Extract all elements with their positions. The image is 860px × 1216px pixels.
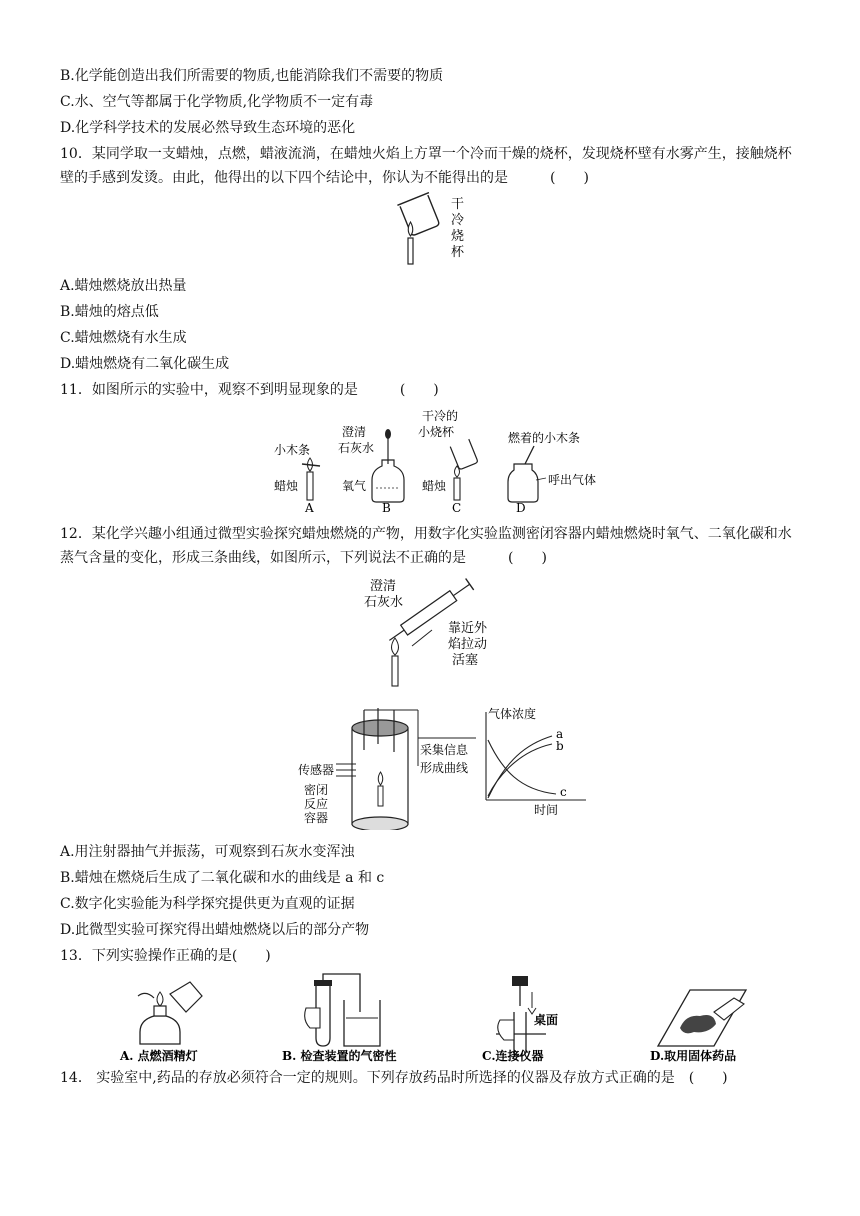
q12-syringe-figure <box>330 576 510 688</box>
curve-a-label: a <box>556 727 564 741</box>
label-limewater-1: 澄清 <box>342 425 367 439</box>
curve-b-label: b <box>556 739 564 753</box>
candle-icon <box>408 238 413 264</box>
stick-icon <box>302 464 320 466</box>
candle-icon <box>378 786 383 806</box>
label-desk: 桌面 <box>534 1013 559 1027</box>
q9-option-d: D.化学科学技术的发展必然导致生态环境的恶化 <box>60 120 356 136</box>
label-near-outer-flame-2: 焰拉动 <box>448 637 488 652</box>
solid-reagent-icon <box>658 990 746 1046</box>
label-oxygen: 氧气 <box>342 479 367 493</box>
stick-icon <box>524 446 534 466</box>
q10-option-b: B.蜡烛的熔点低 <box>60 304 159 320</box>
q12-apparatus-figure <box>296 700 596 830</box>
figure-label-char: 烧 <box>451 229 465 244</box>
arrow-icon <box>412 630 432 646</box>
alcohol-lamp-icon <box>138 982 202 1044</box>
label-closed-1: 密闭 <box>304 783 329 797</box>
q10-figure <box>395 192 475 268</box>
q10-option-c: C.蜡烛燃烧有水生成 <box>60 330 187 346</box>
q12-option-b: B.蜡烛在燃烧后生成了二氧化碳和水的曲线是 a 和 c <box>60 870 385 886</box>
flame-icon <box>378 772 383 785</box>
label-dry-cold-2: 小烧杯 <box>418 425 455 439</box>
syringe-icon <box>385 578 473 646</box>
caption-d: D.取用固体药品 <box>650 1049 737 1063</box>
candle-icon <box>454 478 460 500</box>
label-collect-1: 采集信息 <box>420 743 469 757</box>
caption-b: B. 检查装置的气密性 <box>282 1049 397 1063</box>
label-burning-stick: 燃着的小木条 <box>508 431 581 445</box>
figure-label-char: 干 <box>451 197 465 212</box>
candle-icon <box>307 472 313 500</box>
option-a-label: A <box>305 501 314 515</box>
q12-option-d: D.此微型实验可探究得出蜡烛燃烧以后的部分产物 <box>60 922 370 938</box>
label-closed-3: 容器 <box>304 811 329 825</box>
q12-option-a: A.用注射器抽气并振荡，可观察到石灰水变浑浊 <box>60 844 355 860</box>
q9-option-b: B.化学能创造出我们所需要的物质,也能消除我们不需要的物质 <box>60 68 444 84</box>
q10-option-d: D.蜡烛燃烧有二氧化碳生成 <box>60 356 230 372</box>
label-closed-2: 反应 <box>304 797 329 811</box>
option-c-label: C <box>452 501 462 515</box>
label-small-stick: 小木条 <box>274 443 311 457</box>
label-candle: 蜡烛 <box>274 479 299 493</box>
label-time: 时间 <box>534 803 559 817</box>
airtight-test-icon <box>305 974 380 1046</box>
q10-stem: 10．某同学取一支蜡烛，点燃，蜡液流淌，在蜡烛火焰上方罩一个冷而干燥的烧杯，发现烧杯壁有水雾产生，接触烧杯壁的手感到发烫。由此，他得出的以下四个结论中，你认为不能得出的是 ( ) <box>60 146 792 186</box>
q14-stem: 14． 实验室中,药品的存放必须符合一定的规则。下列存放药品时所选择的仪器及存放方式正确的是 ( ) <box>60 1070 728 1086</box>
option-b-label: B <box>382 501 391 515</box>
candle-icon <box>392 656 398 686</box>
beaker-icon <box>397 193 441 237</box>
gas-bottle-icon <box>372 460 404 502</box>
label-candle-c: 蜡烛 <box>422 479 447 493</box>
q13-stem: 13．下列实验操作正确的是( ) <box>60 948 271 964</box>
label-dry-cold-1: 干冷的 <box>422 409 459 423</box>
curve-a <box>488 736 552 798</box>
figure-label-char: 杯 <box>451 245 465 260</box>
caption-a: A. 点燃酒精灯 <box>120 1049 198 1063</box>
option-d-label: D <box>516 501 526 515</box>
label-limewater-1: 澄清 <box>370 579 397 594</box>
label-exhaled-gas: 呼出气体 <box>548 473 597 487</box>
curve-c-label: c <box>560 785 567 799</box>
figure-label-char: 冷 <box>451 213 465 228</box>
label-gas-concentration: 气体浓度 <box>488 707 537 721</box>
label-limewater-2: 石灰水 <box>364 595 404 610</box>
curve-c <box>488 740 556 794</box>
q11-figure <box>268 406 608 516</box>
label-collect-2: 形成曲线 <box>420 761 469 775</box>
beaker-icon <box>450 439 478 470</box>
label-near-outer-flame-1: 靠近外 <box>448 621 488 636</box>
q12-option-c: C.数字化实验能为科学探究提供更为直观的证据 <box>60 896 355 912</box>
flame-icon <box>455 466 460 477</box>
flame-icon <box>392 638 399 655</box>
q10-option-a: A.蜡烛燃烧放出热量 <box>60 278 187 294</box>
curve-b <box>488 744 552 796</box>
label-limewater-2: 石灰水 <box>338 441 375 455</box>
q12-stem: 12．某化学兴趣小组通过微型实验探究蜡烛燃烧的产物，用数字化实验监测密闭容器内蜡烛燃烧时氧气、二氧化碳和水蒸气含量的变化，形成三条曲线，如图所示，下列说法不正确的是 ( ) <box>60 526 792 566</box>
flame-icon <box>408 222 413 236</box>
gas-bottle-icon <box>508 464 538 502</box>
label-piston: 活塞 <box>452 653 479 668</box>
label-sensor: 传感器 <box>298 763 335 777</box>
q11-stem: 11．如图所示的实验中，观察不到明显现象的是 ( ) <box>60 382 439 398</box>
q9-option-c: C.水、空气等都属于化学物质,化学物质不一定有毒 <box>60 94 374 110</box>
caption-c: C.连接仪器 <box>482 1049 544 1063</box>
q13-figure <box>110 972 770 1064</box>
